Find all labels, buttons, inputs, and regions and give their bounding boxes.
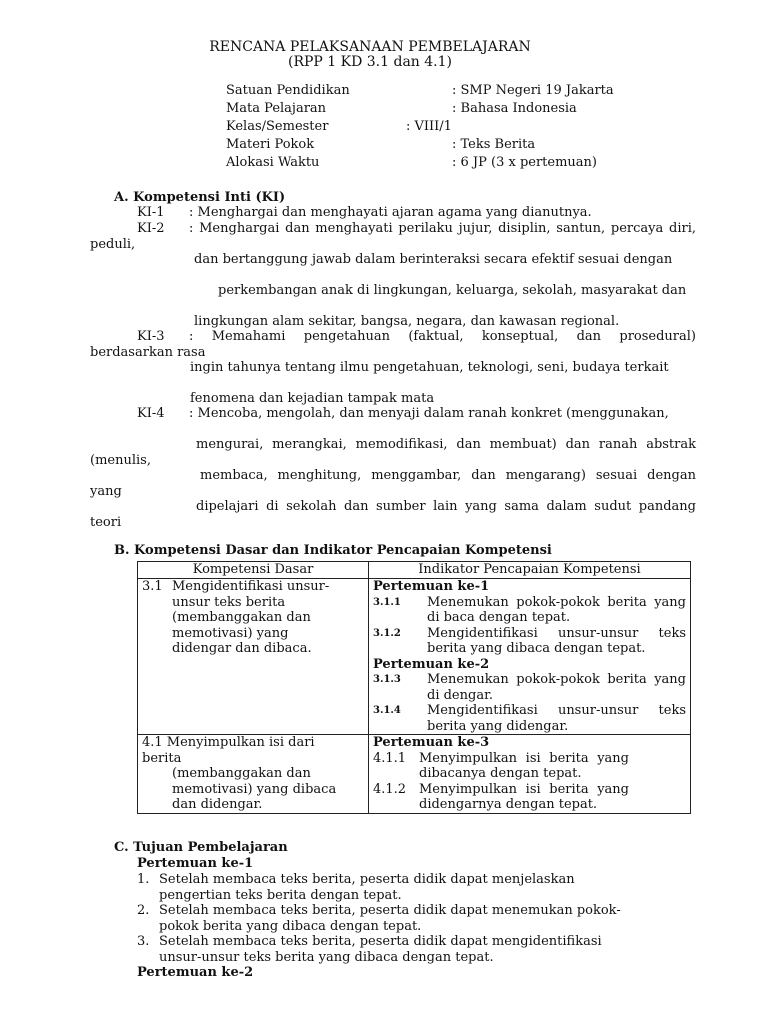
section-a-heading: A. Kompetensi Inti (KI) [114, 190, 286, 205]
ki2-line-text: dan bertanggung jawab dalam berinteraksi secara efektif sesuai dengan [194, 252, 673, 267]
table-row [138, 579, 691, 735]
list-item [137, 872, 697, 903]
ki4-line-text: mengurai, merangkai, memodifikasi, dan membuat) dan ranah abstrak (menulis, [90, 437, 696, 468]
ki2-text: : Menghargai dan menghayati perilaku jujur, disiplin, santun, percaya diri, peduli, [90, 221, 696, 252]
kd-column-header: Kompetensi Dasar [138, 562, 369, 579]
identity-label: Kelas/Semester [226, 119, 329, 134]
identity-label: Satuan Pendidikan [226, 83, 350, 98]
indicator-item [373, 751, 686, 782]
list-number: 2. [137, 903, 150, 918]
identity-value: : VIII/1 [406, 119, 452, 134]
list-text-cont: unsur-unsur teks berita yang dibaca dengan tepat. [159, 949, 494, 965]
list-number: 1. [137, 872, 150, 887]
indicator-item [373, 672, 686, 703]
ki4-line [90, 437, 696, 468]
indicator-item [373, 782, 686, 813]
meeting-label: Pertemuan ke-2 [373, 656, 490, 672]
ki3-line [90, 360, 696, 376]
indicator-text: Menyimpulkan isi berita yang didengarnya dengan tepat. [419, 781, 629, 812]
ki2-line-text: perkembangan anak di lingkungan, keluarga, sekolah, masyarakat dan [218, 283, 687, 298]
kd-cell [138, 579, 369, 735]
list-text: Setelah membaca teks berita, peserta didik dapat menemukan pokok- [159, 903, 621, 918]
indicator-code: 3.1.3 [373, 674, 401, 685]
ki3-line-text: ingin tahunya tentang ilmu pengetahuan, teknologi, seni, budaya terkait [190, 360, 669, 375]
ki1-text: : Menghargai dan menghayati ajaran agama yang dianutnya. [189, 205, 592, 220]
objective-list [137, 872, 697, 965]
list-text-cont: pengertian teks berita dengan tepat. [159, 887, 402, 903]
ki3-first [90, 329, 696, 360]
kd31-rest: unsur teks berita (membanggakan dan memotivasi) yang didengar dan dibaca. [172, 594, 312, 656]
indicator-item [373, 595, 686, 626]
kd41-first-line: 4.1 Menyimpulkan isi dari [142, 735, 315, 750]
table-row [138, 735, 691, 814]
indicator-column-header: Indikator Pencapaian Kompetensi [369, 562, 691, 579]
meeting-label: Pertemuan ke-1 [137, 856, 254, 871]
section-c-heading: C. Tujuan Pembelajaran [114, 840, 288, 855]
identity-value: : Teks Berita [452, 137, 536, 152]
ki3-text: : Memahami pengetahuan (faktual, konseptual, dan prosedural) berdasarkan rasa [90, 329, 696, 360]
indicator-code: 3.1.1 [373, 596, 401, 608]
ki4-line-text: dipelajari di sekolah dan sumber lain yang sama dalam sudut pandang teori [90, 499, 696, 530]
meeting-label: Pertemuan ke-1 [373, 579, 490, 594]
indicator-item [373, 626, 686, 657]
ki4-line [90, 468, 696, 499]
ki2-code: KI-2 [137, 221, 165, 236]
meeting-label: Pertemuan ke-2 [137, 965, 254, 980]
kd41-second-line: berita [142, 750, 182, 766]
list-text: Setelah membaca teks berita, peserta didik dapat mengidentifikasi [159, 934, 602, 949]
indicator-item [373, 703, 686, 734]
indicator-text: Mengidentifikasi unsur-unsur teks berita yang dibaca dengan tepat. [427, 625, 686, 656]
list-item [137, 934, 697, 965]
ki2-line: lingkungan alam sekitar, bangsa, negara, dan kawasan regional. [194, 314, 620, 329]
kd31-first-line: Mengidentifikasi unsur- [172, 579, 330, 594]
identity-value: : SMP Negeri 19 Jakarta [452, 83, 614, 98]
list-item [137, 903, 697, 934]
list-number: 3. [137, 934, 150, 949]
document-title: RENCANA PELAKSANAAN PEMBELAJARAN [209, 39, 531, 55]
kd31-item [142, 579, 364, 595]
ki3-code: KI-3 [137, 329, 165, 344]
identity-label: Alokasi Waktu [226, 155, 320, 170]
indicator-text: Menemukan pokok-pokok berita yang di dengar. [427, 672, 686, 703]
indicator-text: Menemukan pokok-pokok berita yang di baca dengan tepat. [427, 594, 686, 625]
indicator-code: 3.1.2 [373, 627, 401, 639]
identity-label: Mata Pelajaran [226, 101, 327, 116]
indicator-text: Mengidentifikasi unsur-unsur teks berita yang didengar. [427, 703, 686, 734]
meeting-label: Pertemuan ke-3 [373, 735, 490, 750]
identity-value: : 6 JP (3 x pertemuan) [452, 155, 597, 170]
ki2-line [90, 252, 696, 268]
kd-table [137, 561, 691, 814]
ki4-text: : Mencoba, mengolah, dan menyaji dalam ranah konkret (menggunakan, [189, 406, 669, 421]
kd31-code: 3.1 [142, 579, 163, 594]
indicator-code: 4.1.2 [373, 781, 407, 797]
kd-cell [138, 735, 369, 814]
ki2-line [90, 283, 696, 299]
section-b-heading: B. Kompetensi Dasar dan Indikator Pencapaian Kompetensi [114, 543, 552, 558]
identity-value: : Bahasa Indonesia [452, 101, 577, 116]
ki4-line-text: membaca, menghitung, menggambar, dan mengarang) sesuai dengan yang [90, 468, 696, 499]
indicator-text: Menyimpulkan isi berita yang dibacanya dengan tepat. [419, 750, 629, 781]
indicator-cell [369, 735, 691, 814]
ki2-first [90, 221, 696, 252]
list-text-cont: pokok berita yang dibaca dengan tepat. [159, 918, 422, 934]
ki1-code: KI-1 [137, 205, 165, 220]
ki4-line [90, 499, 696, 530]
indicator-code: 3.1.4 [373, 705, 401, 716]
ki4-code: KI-4 [137, 406, 165, 421]
indicator-cell [369, 579, 691, 735]
list-text: Setelah membaca teks berita, peserta didik dapat menjelaskan [159, 872, 575, 887]
kd41-rest: (membanggakan dan memotivasi) yang dibaca dan didengar. [172, 766, 337, 812]
indicator-code: 4.1.1 [373, 750, 407, 766]
ki1-line [137, 205, 592, 221]
ki3-line: fenomena dan kejadian tampak mata [190, 391, 435, 406]
identity-label: Materi Pokok [226, 137, 315, 152]
ki4-first [90, 406, 696, 422]
document-subtitle: (RPP 1 KD 3.1 dan 4.1) [287, 54, 452, 70]
